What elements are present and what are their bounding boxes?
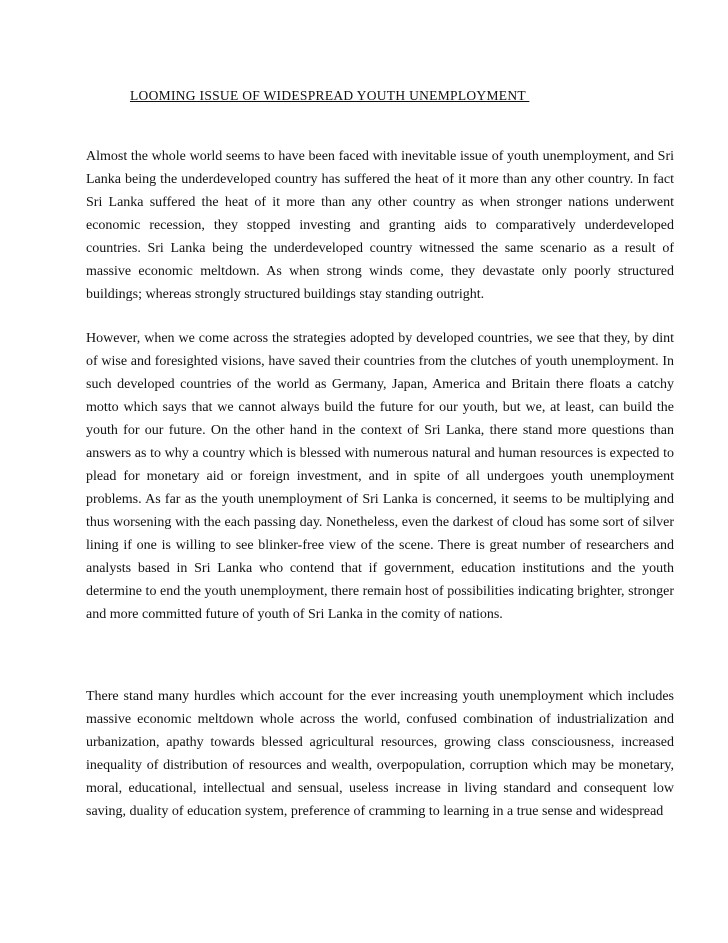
paragraph-1: Almost the whole world seems to have been faced with inevitable issue of youth unemployment, and Sri Lanka being the underdeveloped country has suffered the heat of it more than any other country. In fact Sri Lanka suffered the heat of it more than any other country as when stronger nations underwent economic recession, they stopped investing and granting aids to comparatively underdeveloped countries. Sri Lanka being the underdeveloped country witnessed the same scenario as a result of massive economic meltdown. As when strong winds come, they devastate only poorly structured buildings; whereas strongly structured buildings stay standing outright.	[86, 149, 674, 302]
document-title: LOOMING ISSUE OF WIDESPREAD YOUTH UNEMPLOYMENT	[130, 88, 530, 103]
paragraph-3: There stand many hurdles which account for the ever increasing youth unemployment which includes massive economic meltdown whole across the world, confused combination of industrialization and urbanization, apathy towards blessed agricultural resources, growing class consciousness, increased inequality of distribution of resources and wealth, overpopulation, corruption which may be monetary, moral, educational, intellectual and sensual, useless increase in living standard and consequent low saving, duality of education system, preference of cramming to learning in a true sense and widespread	[86, 689, 674, 819]
paragraph-2: However, when we come across the strategies adopted by developed countries, we see that they, by dint of wise and foresighted visions, have saved their countries from the clutches of youth unemployment. In such developed countries of the world as Germany, Japan, America and Britain there floats a catchy motto which says that we cannot always build the future for our youth, but we, at least, can build the youth for our future. On the other hand in the context of Sri Lanka, there stand more questions than answers as to why a country which is blessed with numerous natural and human resources is expected to plead for monetary aid or foreign investment, and in spite of all undergoes youth unemployment problems. As far as the youth unemployment of Sri Lanka is concerned, it seems to be multiplying and thus worsening with the each passing day. Nonetheless, even the darkest of cloud has some sort of silver lining if one is willing to see blinker-free view of the scene. There is great number of researchers and analysts based in Sri Lanka who contend that if government, education institutions and the youth determine to end the youth unemployment, there remain host of possibilities indicating brighter, stronger and more committed future of youth of Sri Lanka in the comity of nations.	[86, 331, 674, 622]
